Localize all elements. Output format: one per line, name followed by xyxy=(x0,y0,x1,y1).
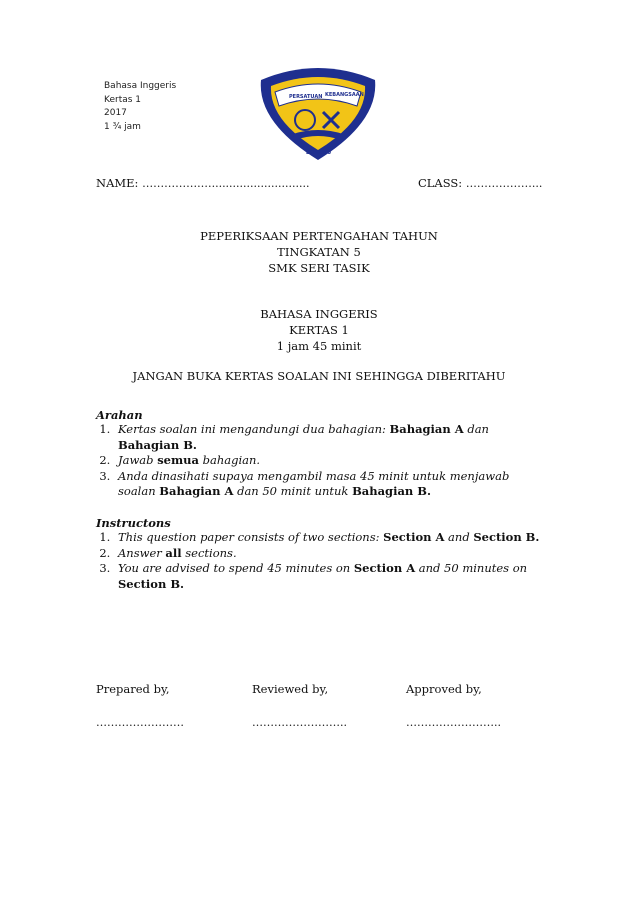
crest-banner-left: PERSATUAN xyxy=(289,94,323,100)
reviewed-by-signature-line[interactable]: …………………….. xyxy=(252,716,347,729)
header-paper: Kertas 1 xyxy=(104,94,142,105)
school-crest-logo xyxy=(253,62,383,162)
class-label: CLASS: xyxy=(418,176,463,190)
class-dots: ………………... xyxy=(465,177,543,190)
crest-motto: BERILMU xyxy=(306,150,332,156)
reviewed-by-label: Reviewed by, xyxy=(252,682,329,696)
instructions-list xyxy=(96,530,541,592)
exam-title: PEPERIKSAAN PERTENGAHAN TAHUN xyxy=(200,229,438,243)
exam-subject-block xyxy=(0,306,638,354)
exam-subject: BAHASA INGGERIS xyxy=(260,307,378,321)
header-subject: Bahasa Inggeris xyxy=(104,81,177,91)
exam-form-level: TINGKATAN 5 xyxy=(277,245,361,259)
paper-header-info xyxy=(104,80,176,134)
name-field[interactable] xyxy=(96,176,309,190)
arahan-item-3: 3. Anda dinasihati supaya mengambil masa 45 minit untuk menjawab soalan Bahagian A dan 50 minit untuk Bahagian B. xyxy=(114,469,541,500)
prepared-by-label: Prepared by, xyxy=(96,682,170,696)
arahan-item-2: 2. Jawab semua bahagian. xyxy=(114,453,541,469)
instructions-item-2: 2. Answer all sections. xyxy=(114,546,541,562)
arahan-list xyxy=(96,422,541,500)
exam-school: SMK SERI TASIK xyxy=(268,261,370,275)
instructions-title: Instructons xyxy=(96,516,171,530)
instructions-section xyxy=(96,516,541,592)
instructions-item-3: 3. You are advised to spend 45 minutes on Section A and 50 minutes on Section B. xyxy=(114,561,541,592)
name-label: NAME: xyxy=(96,176,139,190)
exam-time: 1 jam 45 minit xyxy=(276,339,362,353)
approved-by-signature-line[interactable]: …………………….. xyxy=(406,716,501,729)
header-duration: 1 ¾ jam xyxy=(104,121,141,132)
prepared-by-signature-line[interactable]: …………………… xyxy=(96,716,184,729)
instructions-item-1: 1. This question paper consists of two sections: Section A and Section B. xyxy=(114,530,541,546)
header-year: 2017 xyxy=(104,108,127,118)
arahan-section xyxy=(96,408,541,500)
crest-banner-right: KEBANGSAAN xyxy=(325,92,364,98)
exam-paper: KERTAS 1 xyxy=(289,323,349,337)
name-dots: …………….…............................ xyxy=(142,177,310,190)
exam-title-block xyxy=(0,228,638,276)
approved-by-label: Approved by, xyxy=(406,682,482,696)
class-field[interactable] xyxy=(418,176,542,190)
arahan-title: Arahan xyxy=(96,408,143,422)
exam-warning: JANGAN BUKA KERTAS SOALAN INI SEHINGGA DIBERITAHU xyxy=(132,369,506,383)
arahan-item-1: 1. Kertas soalan ini mengandungi dua bahagian: Bahagian A dan Bahagian B. xyxy=(114,422,541,453)
